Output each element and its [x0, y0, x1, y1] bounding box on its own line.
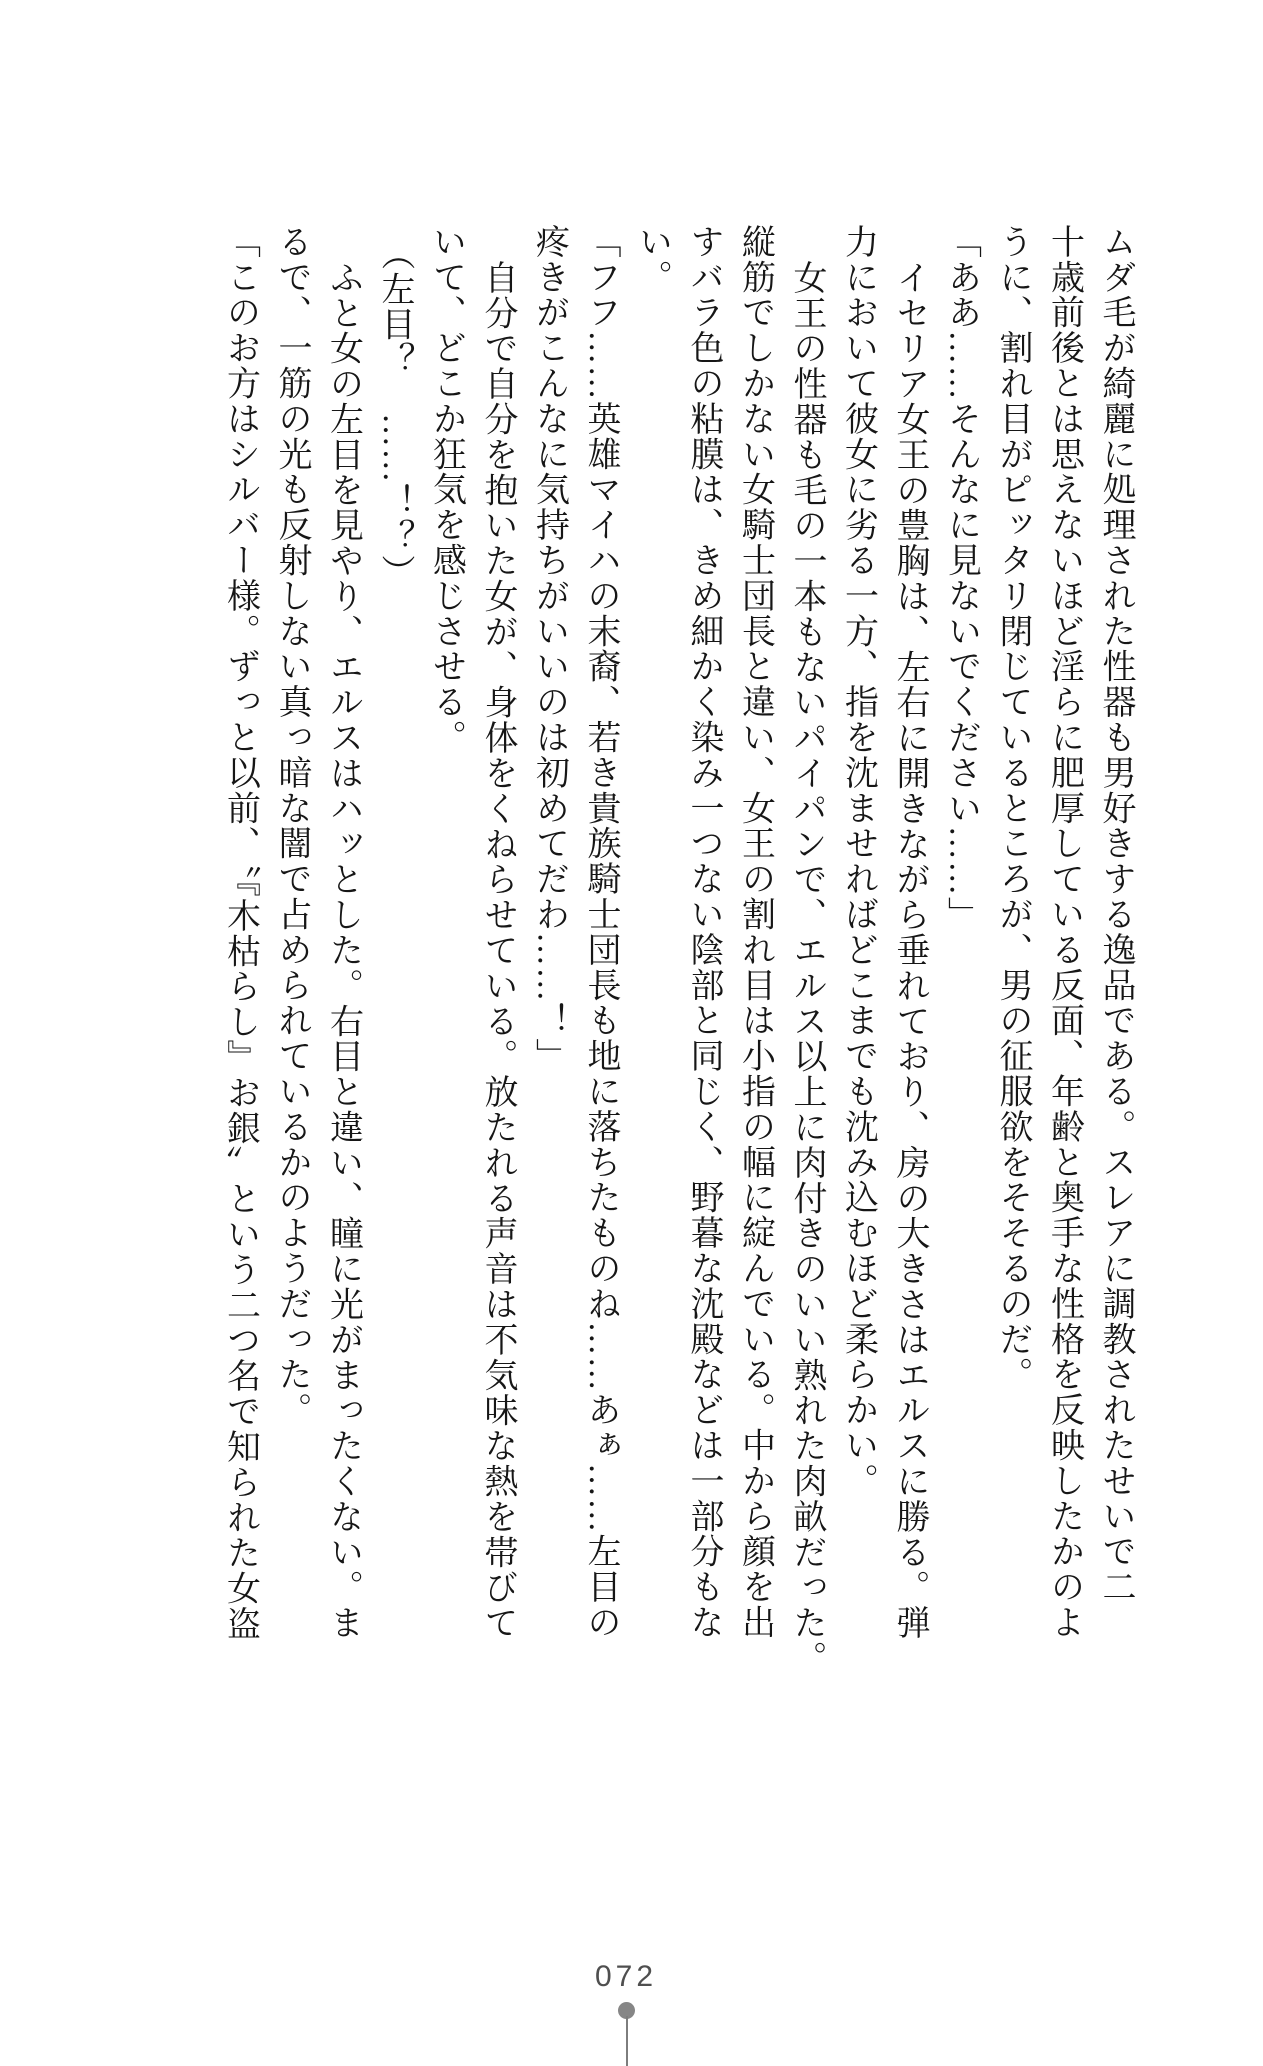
text-column-11: 「フフ……英雄マイハの末裔、若き貴族騎士団長も地に落ちたものね……あぁ……左目の — [582, 224, 619, 1641]
text-column-7: 女王の性器も毛の一本もないパイパンで、エルス以上に肉付きのいい熟れた肉畝だった。 — [788, 260, 825, 1676]
text-column-14: いて、どこか狂気を感じさせる。 — [427, 224, 465, 755]
page-number: 072 — [594, 1960, 658, 1993]
text-column-1: ムダ毛が綺麗に処理された性器も男好きする逸品である。スレアに調教されたせいで二 — [1097, 224, 1134, 1605]
text-column-3: うに、割れ目がピッタリ閉じているところが、男の征服欲をそそるのだ。 — [994, 224, 1031, 1393]
text-column-6: 力において彼女に劣る一方、指を沈ませればどこまでも沈み込むほど柔らかい。 — [839, 224, 877, 1499]
text-column-4: 「ああ……そんなに見ないでください……」 — [942, 224, 980, 932]
text-column-2: 十歳前後とは思えないほど淫らに肥厚している反面、年齢と奥手な性格を反映したかのよ — [1045, 224, 1083, 1640]
text-column-17: るで、一筋の光も反射しない真っ暗な闇で占められているかのようだった。 — [273, 224, 310, 1428]
text-column-10: い。 — [633, 224, 671, 295]
text-column-5: イセリア女王の豊胸は、左右に開きながら垂れており、房の大きさはエルスに勝る。弾 — [891, 260, 928, 1641]
text-column-8: 縦筋でしかない女騎士団長と違い、女王の割れ目は小指の幅に綻んでいる。中から顔を出 — [736, 224, 774, 1641]
text-column-16: ふと女の左目を見やり、エルスはハッとした。右目と違い、瞳に光がまったくない。ま — [324, 260, 362, 1641]
text-column-15: （左目？ ……！？） — [376, 236, 413, 590]
text-column-18: 「このお方はシルバー様。ずっと以前、〝『木枯らし』お銀〟という二つ名で知られた女盗 — [221, 224, 259, 1642]
text-column-12: 疼きがこんなに気持ちがいいのは初めてだわ……！」 — [530, 224, 568, 1074]
vertical-text-block — [214, 224, 1141, 1690]
text-column-13: 自分で自分を抱いた女が、身体をくねらせている。放たれる声音は不気味な熱を帯びて — [479, 260, 516, 1641]
footer-line — [626, 2016, 628, 2066]
page-footer — [0, 1958, 1263, 2066]
text-column-9: すバラ色の粘膜は、きめ細かく染み一つない陰部と同じく、野暮な沈殿などは一部分もな — [685, 224, 722, 1640]
